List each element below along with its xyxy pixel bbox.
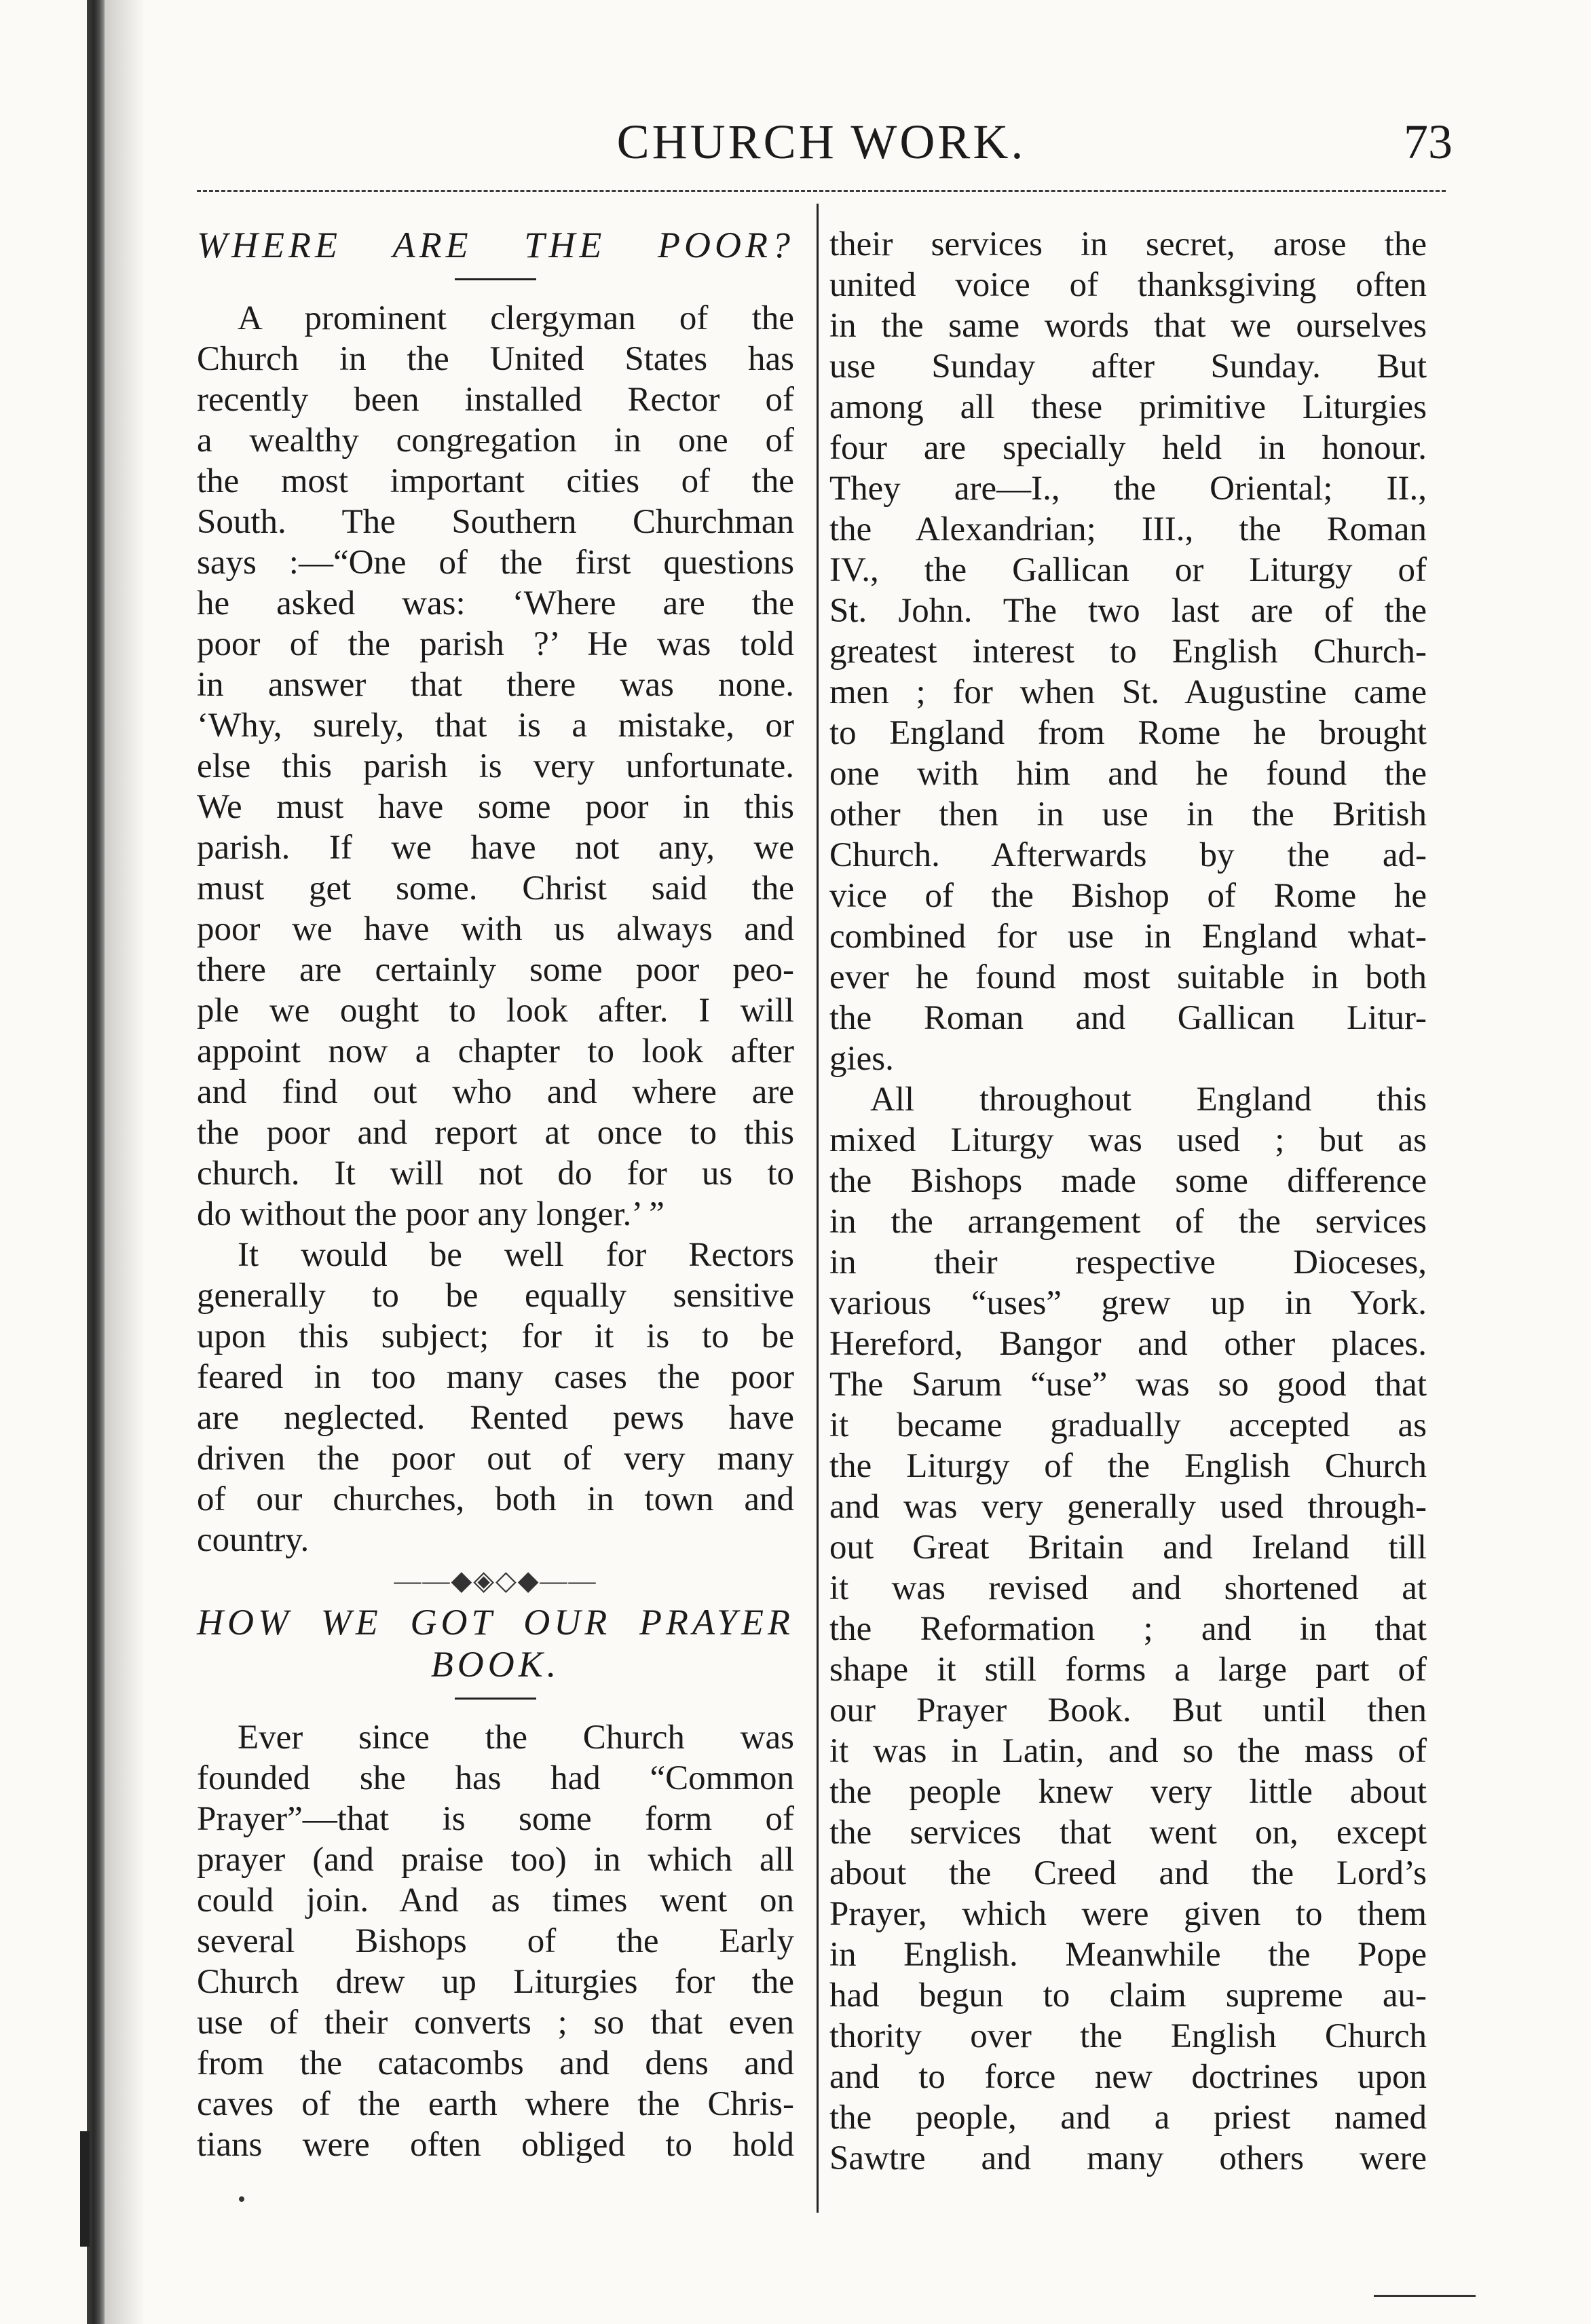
text-line: founded she has had “Common — [197, 1759, 794, 1797]
text-line: about the Creed and the Lord’s — [829, 1854, 1427, 1892]
text-line: greatest interest to English Church- — [829, 633, 1427, 671]
text-line: All throughout England this — [870, 1081, 1427, 1119]
text-line: Sawtre and many others were — [829, 2139, 1427, 2177]
text-line: Church drew up Liturgies for the — [197, 1963, 794, 2001]
text-line: the poor and report at once to this — [197, 1114, 794, 1152]
ink-speck — [239, 2196, 244, 2202]
text-line: poor of the parish ?’ He was told — [197, 625, 794, 663]
binding-shadow — [105, 0, 145, 2324]
text-line: gies. — [829, 1040, 894, 1078]
text-line: feared in too many cases the poor — [197, 1358, 794, 1396]
text-line: caves of the earth where the Chris- — [197, 2085, 794, 2123]
text-line: men ; for when St. Augustine came — [829, 673, 1427, 711]
text-line: The Sarum “use” was so good that — [829, 1366, 1427, 1404]
text-line: the services that went on, except — [829, 1814, 1427, 1852]
header-rule — [197, 190, 1446, 192]
text-line: in their respective Dioceses, — [829, 1243, 1427, 1281]
text-line: the people knew very little about — [829, 1773, 1427, 1811]
text-line: must get some. Christ said the — [197, 869, 794, 907]
text-line: do without the poor any longer.’ ” — [197, 1195, 665, 1233]
text-line: from the catacombs and dens and — [197, 2044, 794, 2082]
text-line: are neglected. Rented pews have — [197, 1399, 794, 1437]
text-line: other then in use in the British — [829, 795, 1427, 833]
text-line: mixed Liturgy was used ; but as — [829, 1121, 1427, 1159]
text-line: various “uses” grew up in York. — [829, 1284, 1427, 1322]
text-line: it was revised and shortened at — [829, 1569, 1427, 1607]
section-rule — [455, 278, 536, 280]
text-line: appoint now a chapter to look after — [197, 1032, 794, 1070]
text-line: use of their converts ; so that even — [197, 2004, 794, 2042]
section-heading: BOOK. — [430, 1644, 561, 1685]
left-column — [197, 224, 794, 2165]
text-line: out Great Britain and Ireland till — [829, 1529, 1427, 1567]
text-line: it became gradually accepted as — [829, 1406, 1427, 1444]
text-line: in the arrangement of the services — [829, 1203, 1427, 1241]
text-line: he asked was: ‘Where are the — [197, 584, 794, 622]
text-line: could join. And as times went on — [197, 1881, 794, 1919]
text-line: Prayer, which were given to them — [829, 1895, 1427, 1933]
text-line: the Reformation ; and in that — [829, 1610, 1427, 1648]
text-line: in English. Meanwhile the Pope — [829, 1936, 1427, 1974]
text-line: We must have some poor in this — [197, 788, 794, 826]
text-line: Prayer”—that is some form of — [197, 1800, 794, 1838]
text-line: prayer (and praise too) in which all — [197, 1841, 794, 1879]
text-line: parish. If we have not any, we — [197, 829, 794, 867]
text-line: had begun to claim supreme au- — [829, 1976, 1427, 2014]
text-line: Church in the United States has — [197, 340, 794, 378]
text-line: among all these primitive Liturgies — [829, 388, 1427, 426]
text-line: the Liturgy of the English Church — [829, 1447, 1427, 1485]
text-line: tians were often obliged to hold — [197, 2126, 794, 2164]
text-line: else this parish is very unfortunate. — [197, 747, 794, 785]
text-line: use Sunday after Sunday. But — [829, 348, 1427, 386]
text-line: ‘Why, surely, that is a mistake, or — [197, 707, 794, 745]
text-line: shape it still forms a large part of — [829, 1651, 1427, 1689]
text-line: the most important cities of the — [197, 462, 794, 500]
text-line: several Bishops of the Early — [197, 1922, 794, 1960]
text-line: generally to be equally sensitive — [197, 1277, 794, 1315]
text-line: it was in Latin, and so the mass of — [829, 1732, 1427, 1770]
page-edge-mark — [80, 2131, 90, 2247]
text-line: the Bishops made some difference — [829, 1162, 1427, 1200]
text-line: They are—I., the Oriental; II., — [829, 470, 1427, 508]
text-line: thority over the English Church — [829, 2017, 1427, 2055]
page-number: 73 — [1404, 115, 1453, 169]
text-line: South. The Southern Churchman — [197, 503, 794, 541]
section-heading: HOW WE GOT OUR PRAYER — [197, 1602, 794, 1643]
text-line: united voice of thanksgiving often — [829, 266, 1427, 304]
text-line: the Alexandrian; III., the Roman — [829, 510, 1427, 548]
text-line: recently been installed Rector of — [197, 381, 794, 419]
text-line: one with him and he found the — [829, 755, 1427, 793]
text-line: Church. Afterwards by the ad- — [829, 836, 1427, 874]
text-line: IV., the Gallican or Liturgy of — [829, 551, 1427, 589]
text-line: poor we have with us always and — [197, 910, 794, 948]
text-line: and was very generally used through- — [829, 1488, 1427, 1526]
right-column — [829, 224, 1427, 2179]
text-line: Ever since the Church was — [238, 1719, 794, 1757]
text-line: It would be well for Rectors — [238, 1236, 794, 1274]
text-line: ever he found most suitable in both — [829, 958, 1427, 996]
text-line: there are certainly some poor peo- — [197, 951, 794, 989]
section-rule — [455, 1698, 536, 1700]
text-line: in answer that there was none. — [197, 666, 794, 704]
text-line: Hereford, Bangor and other places. — [829, 1325, 1427, 1363]
text-line: says :—“One of the first questions — [197, 544, 794, 582]
text-line: their services in secret, arose the — [829, 225, 1427, 263]
text-line: ple we ought to look after. I will — [197, 992, 794, 1030]
text-line: and to force new doctrines upon — [829, 2058, 1427, 2096]
column-divider — [817, 204, 819, 2213]
text-line: vice of the Bishop of Rome he — [829, 877, 1427, 915]
page-title: CHURCH WORK. — [616, 115, 1026, 169]
text-line: country. — [197, 1521, 310, 1559]
section-heading: WHERE ARE THE POOR? — [197, 225, 794, 265]
text-line: St. John. The two last are of the — [829, 592, 1427, 630]
text-line: driven the poor out of very many — [197, 1440, 794, 1478]
text-line: our Prayer Book. But until then — [829, 1691, 1427, 1729]
text-line: the Roman and Gallican Litur- — [829, 999, 1427, 1037]
footer-rule — [1374, 2295, 1476, 2297]
text-line: upon this subject; for it is to be — [197, 1317, 794, 1355]
text-line: combined for use in England what- — [829, 918, 1427, 956]
text-line: in the same words that we ourselves — [829, 307, 1427, 345]
text-line: a wealthy congregation in one of — [197, 421, 794, 460]
text-line: church. It will not do for us to — [197, 1155, 794, 1193]
text-line: four are specially held in honour. — [829, 429, 1427, 467]
text-line: and find out who and where are — [197, 1073, 794, 1111]
text-line: the people, and a priest named — [829, 2099, 1427, 2137]
section-ornament: ——◆◈◇◆—— — [394, 1565, 597, 1596]
text-line: to England from Rome he brought — [829, 714, 1427, 752]
book-binding — [87, 0, 105, 2324]
text-line: A prominent clergyman of the — [238, 299, 794, 337]
running-head — [190, 109, 1453, 183]
text-line: of our churches, both in town and — [197, 1480, 794, 1518]
